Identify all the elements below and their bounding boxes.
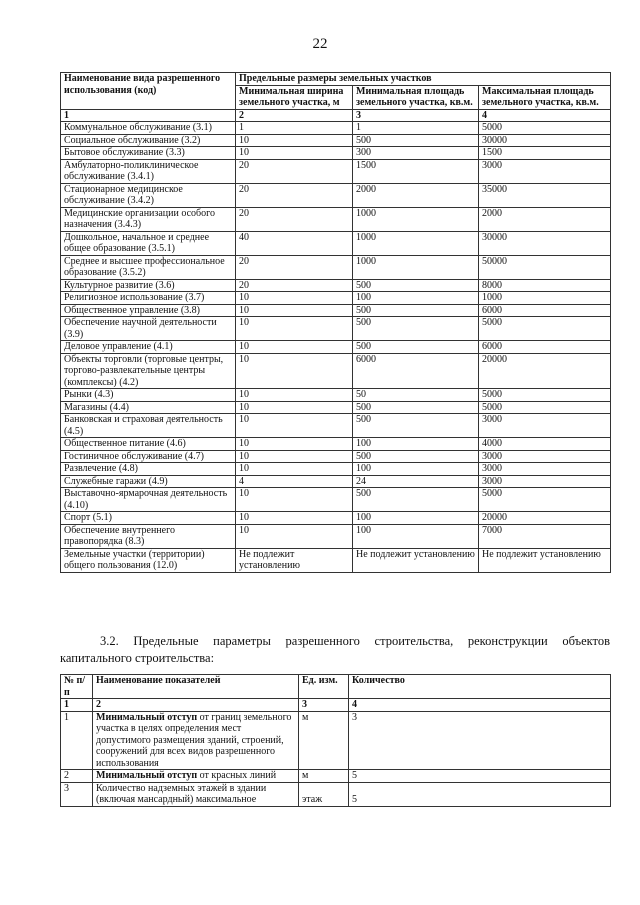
use-type-cell: Обеспечение научной деятельности (3.9) — [61, 317, 236, 341]
max-area-cell: 2000 — [479, 207, 611, 231]
min-area-cell: 100 — [353, 292, 479, 305]
header-indicator-name: Наименование показателей — [93, 675, 299, 699]
column-number: 1 — [61, 699, 93, 712]
table-row — [61, 292, 611, 305]
indicator-name-text: от границ земельного участка в целях определения мест допустимого размещения зданий, строений, сооружений для всех видов разрешенного использования — [96, 711, 292, 769]
min-width-cell: 10 — [236, 304, 353, 317]
min-area-cell: 300 — [353, 147, 479, 160]
min-area-cell: 100 — [353, 463, 479, 476]
header-max-area: Максимальная площадь земельного участка, кв.м. — [479, 85, 611, 109]
table-row — [61, 488, 611, 512]
min-width-cell: 20 — [236, 279, 353, 292]
header-plot-size-limits: Предельные размеры земельных участков — [236, 73, 611, 86]
min-width-cell: 4 — [236, 475, 353, 488]
table-row — [61, 463, 611, 476]
use-type-cell: Земельные участки (территории) общего пользования (12.0) — [61, 548, 236, 572]
column-number: 4 — [349, 699, 611, 712]
max-area-cell: 5000 — [479, 389, 611, 402]
header-quantity: Количество — [349, 675, 611, 699]
min-area-cell: 500 — [353, 401, 479, 414]
min-area-cell: 50 — [353, 389, 479, 402]
min-width-cell: 10 — [236, 488, 353, 512]
min-area-cell: 500 — [353, 317, 479, 341]
use-type-cell: Стационарное медицинское обслуживание (3.4.2) — [61, 183, 236, 207]
min-area-cell: 100 — [353, 524, 479, 548]
min-width-cell: 10 — [236, 292, 353, 305]
use-type-cell: Рынки (4.3) — [61, 389, 236, 402]
land-plot-size-table — [60, 72, 611, 573]
table-row — [61, 711, 611, 770]
min-width-cell: 20 — [236, 159, 353, 183]
column-number-row — [61, 109, 611, 122]
min-width-cell: 10 — [236, 353, 353, 389]
column-number: 2 — [236, 109, 353, 122]
table-row — [61, 782, 611, 806]
min-area-cell: 1000 — [353, 207, 479, 231]
max-area-cell: 50000 — [479, 255, 611, 279]
header-row-number: № п/п — [61, 675, 93, 699]
use-type-cell: Коммунальное обслуживание (3.1) — [61, 122, 236, 135]
min-area-cell: 500 — [353, 279, 479, 292]
table-row — [61, 401, 611, 414]
header-use-type: Наименование вида разрешенного использования (код) — [61, 73, 236, 110]
table-row — [61, 548, 611, 572]
paragraph-line-1: 3.2. Предельные параметры разрешенного строительства, реконструкции объектов — [100, 634, 610, 648]
table-row — [61, 279, 611, 292]
use-type-cell: Служебные гаражи (4.9) — [61, 475, 236, 488]
column-number: 1 — [61, 109, 236, 122]
max-area-cell: 5000 — [479, 122, 611, 135]
indicator-name-bold: Минимальный отступ — [96, 770, 198, 781]
table-row — [61, 512, 611, 525]
min-area-cell: 500 — [353, 414, 479, 438]
min-width-cell: 10 — [236, 414, 353, 438]
max-area-cell: 1000 — [479, 292, 611, 305]
max-area-cell: 3000 — [479, 159, 611, 183]
max-area-cell: 1500 — [479, 147, 611, 160]
min-width-cell: 10 — [236, 463, 353, 476]
use-type-cell: Гостиничное обслуживание (4.7) — [61, 450, 236, 463]
column-number: 3 — [299, 699, 349, 712]
use-type-cell: Обеспечение внутреннего правопорядка (8.3) — [61, 524, 236, 548]
header-min-area: Минимальная площадь земельного участка, кв.м. — [353, 85, 479, 109]
column-number: 2 — [93, 699, 299, 712]
construction-parameters-table — [60, 674, 611, 807]
table-row — [61, 438, 611, 451]
table-row — [61, 450, 611, 463]
min-width-cell: 10 — [236, 134, 353, 147]
table-row — [61, 304, 611, 317]
max-area-cell: 35000 — [479, 183, 611, 207]
min-area-cell: 500 — [353, 134, 479, 147]
table-row — [61, 341, 611, 354]
table-row — [61, 134, 611, 147]
table-row — [61, 231, 611, 255]
min-width-cell: 20 — [236, 255, 353, 279]
table-row — [61, 317, 611, 341]
use-type-cell: Бытовое обслуживание (3.3) — [61, 147, 236, 160]
min-area-cell: 500 — [353, 488, 479, 512]
max-area-cell: 3000 — [479, 475, 611, 488]
max-area-cell: 5000 — [479, 488, 611, 512]
min-area-cell: 6000 — [353, 353, 479, 389]
table-row — [61, 159, 611, 183]
table-row — [61, 183, 611, 207]
use-type-cell: Культурное развитие (3.6) — [61, 279, 236, 292]
max-area-cell: 20000 — [479, 353, 611, 389]
indicator-name-bold: Минимальный отступ — [96, 711, 198, 723]
quantity-cell: 5 — [349, 782, 611, 806]
quantity-cell: 5 — [349, 770, 611, 783]
paragraph-line-2: капитального строительства: — [60, 651, 215, 665]
column-number: 3 — [353, 109, 479, 122]
use-type-cell: Развлечение (4.8) — [61, 463, 236, 476]
indicator-name-text: Количество надземных этажей в здании (включая мансардный) максимальное — [96, 782, 267, 805]
header-unit: Ед. изм. — [299, 675, 349, 699]
section-3-2-paragraph — [60, 633, 610, 667]
min-area-cell: 1000 — [353, 255, 479, 279]
use-type-cell: Амбулаторно-поликлиническое обслуживание (3.4.1) — [61, 159, 236, 183]
max-area-cell: 5000 — [479, 317, 611, 341]
indicator-name-text: от красных линий — [197, 770, 277, 781]
min-area-cell: 500 — [353, 304, 479, 317]
unit-cell: этаж — [299, 782, 349, 806]
row-number-cell: 2 — [61, 770, 93, 783]
min-area-cell: 1 — [353, 122, 479, 135]
min-area-cell: 24 — [353, 475, 479, 488]
use-type-cell: Деловое управление (4.1) — [61, 341, 236, 354]
unit-cell: м — [299, 770, 349, 783]
table-row — [61, 475, 611, 488]
max-area-cell: 8000 — [479, 279, 611, 292]
use-type-cell: Банковская и страховая деятельность (4.5) — [61, 414, 236, 438]
min-area-cell: 1000 — [353, 231, 479, 255]
header-min-width: Минимальная ширина земельного участка, м — [236, 85, 353, 109]
indicator-name-cell — [93, 770, 299, 783]
table-row — [61, 147, 611, 160]
table-row — [61, 414, 611, 438]
max-area-cell: 5000 — [479, 401, 611, 414]
unit-cell: м — [299, 711, 349, 770]
table-row — [61, 524, 611, 548]
min-width-cell: 40 — [236, 231, 353, 255]
use-type-cell: Спорт (5.1) — [61, 512, 236, 525]
use-type-cell: Социальное обслуживание (3.2) — [61, 134, 236, 147]
min-width-cell: 20 — [236, 207, 353, 231]
use-type-cell: Дошкольное, начальное и среднее общее образование (3.5.1) — [61, 231, 236, 255]
use-type-cell: Медицинские организации особого назначения (3.4.3) — [61, 207, 236, 231]
min-area-cell: Не подлежит установлению — [353, 548, 479, 572]
max-area-cell: 7000 — [479, 524, 611, 548]
use-type-cell: Общественное питание (4.6) — [61, 438, 236, 451]
table-row — [61, 207, 611, 231]
table-row — [61, 255, 611, 279]
min-width-cell: 1 — [236, 122, 353, 135]
use-type-cell: Религиозное использование (3.7) — [61, 292, 236, 305]
min-area-cell: 100 — [353, 512, 479, 525]
max-area-cell: 3000 — [479, 463, 611, 476]
min-width-cell: 10 — [236, 450, 353, 463]
min-width-cell: 10 — [236, 401, 353, 414]
max-area-cell: 30000 — [479, 231, 611, 255]
max-area-cell: Не подлежит установлению — [479, 548, 611, 572]
use-type-cell: Среднее и высшее профессиональное образование (3.5.2) — [61, 255, 236, 279]
min-area-cell: 500 — [353, 450, 479, 463]
table-row — [61, 389, 611, 402]
min-width-cell: 10 — [236, 147, 353, 160]
use-type-cell: Объекты торговли (торговые центры, торгово-развлекательные центры (комплексы) (4.2) — [61, 353, 236, 389]
page-number: 22 — [312, 36, 328, 52]
max-area-cell: 30000 — [479, 134, 611, 147]
min-area-cell: 100 — [353, 438, 479, 451]
table-row — [61, 770, 611, 783]
row-number-cell: 3 — [61, 782, 93, 806]
min-width-cell: Не подлежит установлению — [236, 548, 353, 572]
min-width-cell: 10 — [236, 341, 353, 354]
min-width-cell: 10 — [236, 389, 353, 402]
min-width-cell: 20 — [236, 183, 353, 207]
table-row — [61, 353, 611, 389]
indicator-name-cell — [93, 711, 299, 770]
use-type-cell: Выставочно-ярмарочная деятельность (4.10) — [61, 488, 236, 512]
table-row — [61, 122, 611, 135]
min-width-cell: 10 — [236, 317, 353, 341]
row-number-cell: 1 — [61, 711, 93, 770]
max-area-cell: 6000 — [479, 304, 611, 317]
min-area-cell: 1500 — [353, 159, 479, 183]
min-width-cell: 10 — [236, 512, 353, 525]
min-area-cell: 2000 — [353, 183, 479, 207]
min-area-cell: 500 — [353, 341, 479, 354]
max-area-cell: 3000 — [479, 414, 611, 438]
max-area-cell: 20000 — [479, 512, 611, 525]
column-number: 4 — [479, 109, 611, 122]
column-number-row — [61, 699, 611, 712]
quantity-cell: 3 — [349, 711, 611, 770]
max-area-cell: 4000 — [479, 438, 611, 451]
max-area-cell: 3000 — [479, 450, 611, 463]
use-type-cell: Общественное управление (3.8) — [61, 304, 236, 317]
use-type-cell: Магазины (4.4) — [61, 401, 236, 414]
indicator-name-cell — [93, 782, 299, 806]
min-width-cell: 10 — [236, 524, 353, 548]
max-area-cell: 6000 — [479, 341, 611, 354]
min-width-cell: 10 — [236, 438, 353, 451]
